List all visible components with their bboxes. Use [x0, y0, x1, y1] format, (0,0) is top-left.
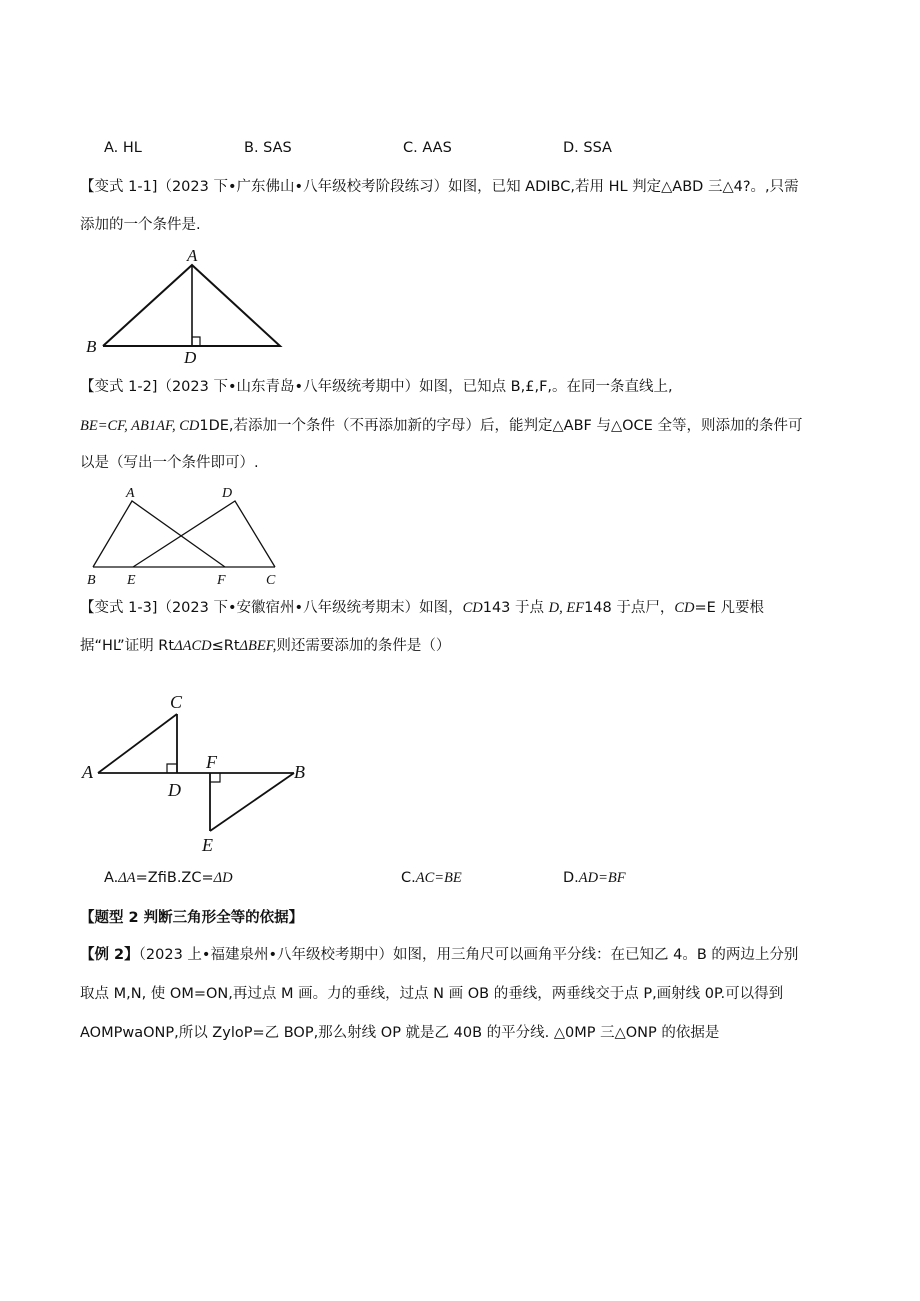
ex2-question-line2: 取点 M,N, 使 OM=ON,再过点 M 画。力的垂线，过点 N 画 OB 的垂线，两垂线交于点 P,画射线 0P.可以得到: [80, 986, 784, 1002]
v13-opt-a-1: A.: [104, 870, 119, 886]
v11-label-b: B: [86, 337, 97, 356]
v11-question-line1: 【变式 1-1]（2023 下•广东佛山•八年级校考阶段练习）如图，已知 ADIBC,若用 HL 判定△ABD 三△4?。,只需: [80, 179, 799, 195]
v13-l1-c: 143 于点: [482, 600, 549, 616]
v13-opt-d-2: AD=BF: [578, 870, 626, 886]
v13-label-d: D: [168, 780, 181, 800]
ex2-question-line3: AOMPwaONP,所以 ZyloP=乙 BOP,那么射线 OP 就是乙 40B 的平分线. △0MP 三△ONP 的依据是: [80, 1025, 720, 1041]
v11-right-angle-mark: [192, 337, 200, 346]
v12-label-f: F: [217, 573, 226, 588]
v12-triangle-abf: [93, 501, 225, 567]
v13-opt-a-2: ΔA: [118, 870, 136, 886]
v13-label-a: A: [82, 762, 93, 782]
v13-l2-b: ΔACD: [174, 638, 212, 654]
ex2-line1-rest: （2023 上•福建泉州•八年级校考期中）如图，用三角尺可以画角平分线：在已知乙 4。B 的两边上分别: [138, 947, 799, 963]
v12-line2-italic: BE=CF, AB1AF, CD: [80, 418, 200, 434]
v13-l2-d: ΔBEF,: [239, 638, 277, 654]
v12-question-line1: 【变式 1-2]（2023 下•山东青岛•八年级统考期中）如图，已知点 B,£,F,。在同一条直线上,: [80, 379, 673, 395]
v12-label-e: E: [127, 573, 136, 588]
v13-l1-e: 148 于点尸，: [584, 600, 675, 616]
v13-l1-a: 【变式 1-3]（2023 下•安徽宿州•八年级统考期末）如图，: [80, 600, 463, 616]
v12-triangle-dce: [133, 501, 275, 567]
v13-l2-a: 据“HL”证明 Rt: [80, 638, 175, 654]
v13-right-angle-d: [167, 764, 177, 773]
v13-l1-f: CD: [674, 600, 695, 616]
v13-opt-c-2: AC=BE: [415, 870, 462, 886]
option-c: C. AAS: [403, 140, 452, 156]
v13-opt-a-3: =ZfiB.ZC=: [135, 870, 214, 886]
v13-opt-a-4: ΔD: [213, 870, 233, 886]
v13-l1-d: D, EF: [548, 600, 585, 616]
v12-label-a: A: [126, 486, 135, 501]
v13-option-c: [401, 870, 462, 887]
v13-opt-d-1: D.: [563, 870, 579, 886]
v13-l2-e: 则还需要添加的条件是（）: [276, 638, 451, 654]
v12-label-b: B: [87, 573, 96, 588]
v12-triangles-figure: [80, 483, 290, 588]
v13-question-line1: [80, 596, 764, 617]
v13-l2-c: ≤Rt: [211, 638, 240, 654]
v13-triangles-figure: [80, 688, 320, 858]
v13-question-line2: [80, 634, 450, 655]
v11-label-d: D: [184, 348, 197, 365]
type2-heading: 【题型 2 判断三角形全等的依据】: [80, 910, 304, 926]
option-d: D. SSA: [563, 140, 612, 156]
v12-question-line3: 以是（写出一个条件即可）.: [80, 455, 259, 471]
v13-label-e: E: [202, 835, 213, 855]
v13-l1-g: =E 凡要根: [694, 600, 764, 616]
v11-triangle-figure: [80, 245, 300, 365]
v13-opt-c-1: C.: [401, 870, 416, 886]
v13-option-a: [104, 870, 233, 887]
ex2-label: 【例 2】: [80, 947, 139, 963]
option-b: B. SAS: [244, 140, 292, 156]
v13-segment-eb: [210, 773, 294, 831]
v11-label-a: A: [187, 246, 198, 265]
v13-label-c: C: [170, 692, 183, 712]
v12-label-c: C: [266, 573, 276, 588]
v12-question-line2: [80, 414, 802, 435]
v13-right-angle-f: [210, 773, 220, 782]
v13-label-b: B: [294, 762, 305, 782]
v13-l1-b: CD: [462, 600, 483, 616]
v12-line2-rest: 1DE,若添加一个条件（不再添加新的字母）后，能判定△ABF 与△OCE 全等，则添加的条件可: [199, 418, 803, 434]
v12-label-d: D: [222, 486, 233, 501]
v13-segment-ac: [98, 714, 177, 773]
option-a: A. HL: [104, 140, 142, 156]
v13-label-f: F: [206, 752, 217, 772]
v13-option-d: [563, 870, 626, 887]
v11-question-line2: 添加的一个条件是.: [80, 217, 201, 233]
ex2-question-line1: [80, 943, 798, 964]
